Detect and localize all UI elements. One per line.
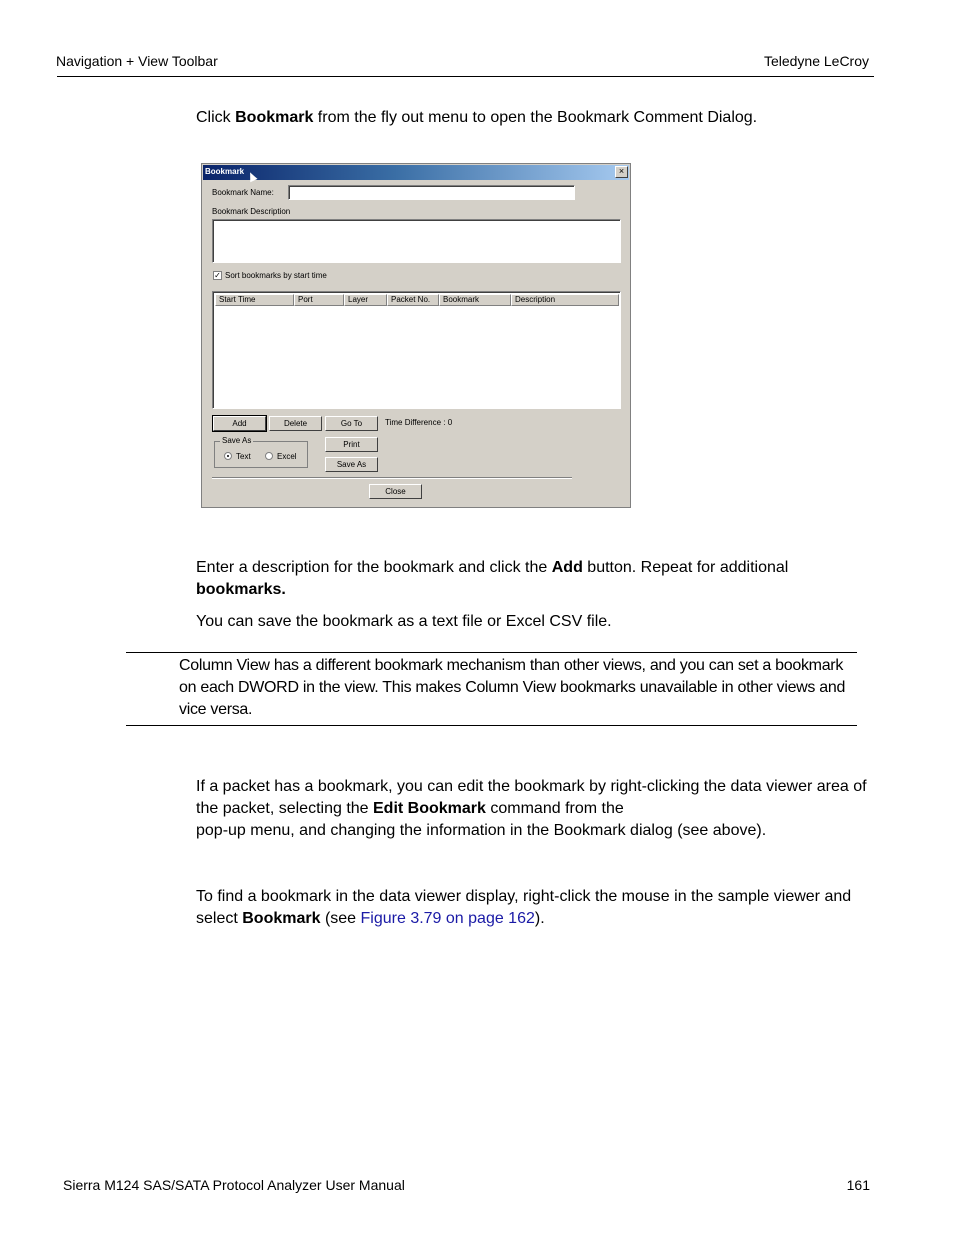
column-header-layer[interactable]: Layer <box>344 294 387 306</box>
bookmark-list[interactable] <box>212 291 621 409</box>
radio-text[interactable] <box>224 452 232 460</box>
note-rule-top <box>126 652 857 653</box>
running-header-right: Teledyne LeCroy <box>763 53 869 69</box>
add-text-pre: Enter a description for the bookmark and click the <box>196 559 552 576</box>
column-header-start-time[interactable]: Start Time <box>215 294 294 306</box>
delete-button[interactable]: Delete <box>269 416 322 431</box>
column-header-bookmark[interactable]: Bookmark <box>439 294 511 306</box>
intro-text-post: from the fly out menu to open the Bookmark Comment Dialog. <box>313 109 758 126</box>
goto-button[interactable]: Go To <box>325 416 378 431</box>
add-button[interactable]: Add <box>213 416 266 431</box>
edit-text-line3: pop-up menu, and changing the information in the Bookmark dialog (see above). <box>196 822 767 839</box>
close-button[interactable]: Close <box>369 484 422 499</box>
sort-checkbox-label: Sort bookmarks by start time <box>225 271 327 280</box>
radio-excel[interactable] <box>265 452 273 460</box>
find-paragraph <box>196 886 876 930</box>
footer-title: Sierra M124 SAS/SATA Protocol Analyzer User Manual <box>63 1177 405 1193</box>
save-as-group-label: Save As <box>222 436 252 445</box>
intro-text-bold: Bookmark <box>235 109 314 126</box>
add-text-bold-end: bookmarks. <box>196 581 286 598</box>
close-icon[interactable]: × <box>615 166 628 178</box>
radio-excel-label: Excel <box>277 452 297 461</box>
bookmark-dialog <box>201 163 631 508</box>
intro-text-pre: Click <box>196 109 236 126</box>
find-text-post: ). <box>534 910 545 927</box>
dialog-separator <box>212 477 572 479</box>
save-as-button[interactable]: Save As <box>325 457 378 472</box>
print-button[interactable]: Print <box>325 437 378 452</box>
find-text-pre: To find a bookmark in the data viewer display, right-click the mouse in the sample viewer and select <box>196 888 852 927</box>
bookmark-name-input[interactable] <box>288 185 575 200</box>
bookmark-description-label: Bookmark Description <box>212 207 291 216</box>
add-text-bold: Add <box>551 559 583 576</box>
time-difference-label: Time Difference : 0 <box>385 418 453 427</box>
radio-text-label: Text <box>236 452 251 461</box>
edit-paragraph <box>196 776 876 842</box>
save-paragraph: You can save the bookmark as a text file or Excel CSV file. <box>196 613 612 630</box>
figure-link[interactable]: Figure 3.79 on page 162 <box>360 910 535 927</box>
find-text-mid: (see <box>320 910 361 927</box>
edit-text-pre: If a packet has a bookmark, you can edit the bookmark by right-clicking the data viewer area of the packet, selecting the <box>196 778 867 817</box>
add-paragraph <box>196 557 876 601</box>
note-rule-bottom <box>126 725 857 726</box>
page-number: 161 <box>846 1177 870 1193</box>
bookmark-description-input[interactable] <box>212 219 621 263</box>
find-text-bold: Bookmark <box>242 910 321 927</box>
dialog-title: Bookmark <box>205 167 245 176</box>
edit-text-bold: Edit Bookmark <box>373 800 486 817</box>
column-header-description[interactable]: Description <box>511 294 619 306</box>
note-text: Column View has a different bookmark mechanism than other views, and you can set a bookmark on each DWORD in the view. This makes Column View bookmarks unavailable in other views and vice versa. <box>179 657 846 718</box>
running-header-left: Navigation + View Toolbar <box>56 53 218 69</box>
column-header-port[interactable]: Port <box>294 294 344 306</box>
sort-checkbox[interactable]: ✓ <box>214 271 221 280</box>
dialog-titlebar[interactable] <box>203 165 629 180</box>
header-rule <box>57 76 874 77</box>
intro-paragraph <box>196 107 876 129</box>
add-text-mid: button. Repeat for additional <box>582 559 789 576</box>
bookmark-name-label: Bookmark Name: <box>212 188 274 197</box>
mouse-cursor-icon <box>246 171 257 183</box>
column-header-packet-no[interactable]: Packet No. <box>387 294 439 306</box>
edit-text-mid: command from the <box>485 800 624 817</box>
